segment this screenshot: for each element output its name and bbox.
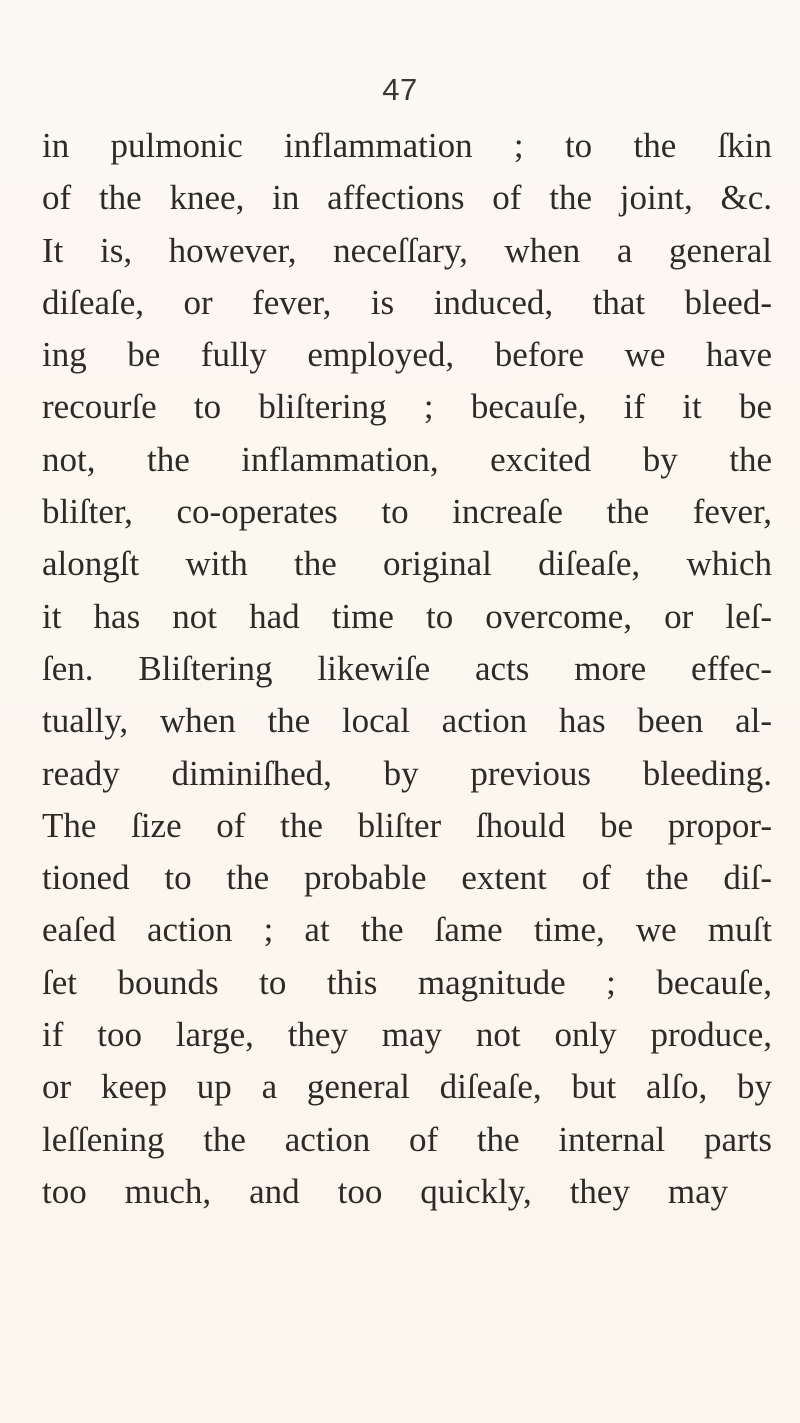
- text-line: ſet bounds to this magnitude ; becauſe,: [42, 962, 772, 1002]
- text-line: it has not had time to overcome, or leſ-: [42, 596, 772, 636]
- text-line: tually, when the local action has been al-: [42, 701, 772, 741]
- text-line: recourſe to bliſtering ; becauſe, if it be: [42, 387, 772, 427]
- text-line: of the knee, in affections of the joint, &c.: [42, 178, 772, 218]
- text-line: It is, however, neceſſary, when a general: [42, 230, 772, 270]
- text-line: bliſter, co-operates to increaſe the fever,: [42, 492, 772, 532]
- text-line: too much, and too quickly, they may: [42, 1171, 729, 1211]
- body-text: [42, 120, 772, 1218]
- text-line: not, the inflammation, excited by the: [42, 439, 772, 479]
- text-line: tioned to the probable extent of the diſ-: [42, 858, 772, 898]
- text-line: The ſize of the bliſter ſhould be propor-: [42, 805, 772, 845]
- text-line: eaſed action ; at the ſame time, we muſt: [42, 910, 772, 950]
- text-line: or keep up a general diſeaſe, but alſo, by: [42, 1067, 772, 1107]
- text-line: ready diminiſhed, by previous bleeding.: [42, 753, 772, 793]
- text-line: diſeaſe, or fever, is induced, that bleed-: [42, 282, 772, 322]
- text-line: leſſening the action of the internal parts: [42, 1119, 772, 1159]
- page-number: 47: [382, 72, 418, 107]
- text-line: in pulmonic inflammation ; to the ſkin: [42, 126, 772, 165]
- text-line: ing be fully employed, before we have: [42, 335, 772, 375]
- text-line: if too large, they may not only produce,: [42, 1015, 772, 1055]
- text-line: alongſt with the original diſeaſe, which: [42, 544, 772, 584]
- text-line: ſen. Bliſtering likewiſe acts more effec-: [42, 648, 772, 688]
